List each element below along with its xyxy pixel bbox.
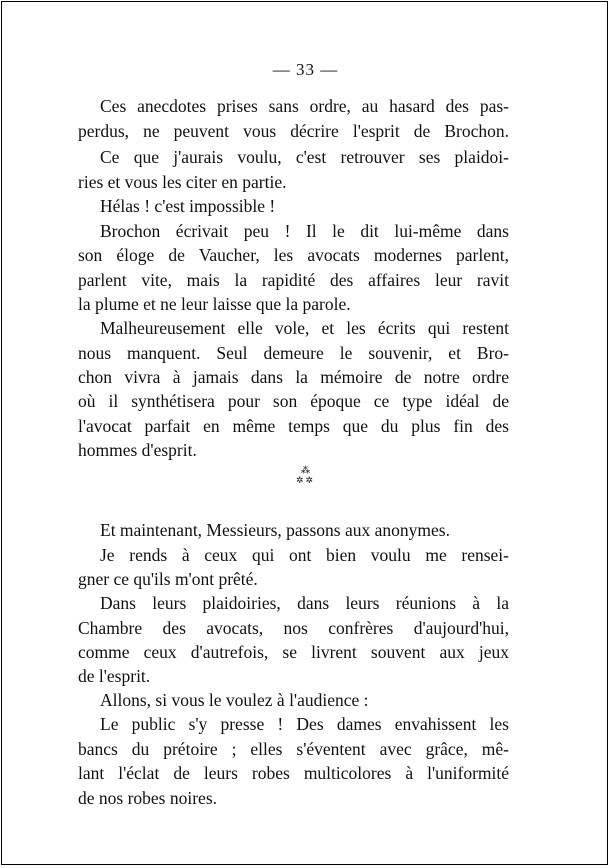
text-line: Ces anecdotes prises sans ordre, au hasard des pas- — [100, 96, 509, 116]
section-ornament — [0, 466, 611, 496]
text-line: de nos robes noires. — [78, 788, 218, 808]
text-line: gner ce qu'ils m'ont prêté. — [78, 569, 258, 589]
text-line: Allons, si vous le voulez à l'audience : — [100, 690, 369, 710]
text-line: Ce que j'aurais voulu, c'est retrouver ses plaidoi- — [100, 147, 509, 167]
text-line: Je rends à ceux qui ont bien voulu me rensei- — [100, 545, 509, 565]
text-line: hommes d'esprit. — [78, 440, 197, 460]
text-line: ries et vous les citer en partie. — [78, 172, 287, 192]
ornament-top: ⁂ — [301, 465, 310, 475]
text-line: Le public s'y presse ! Des dames envahissent les — [100, 714, 509, 734]
text-line: son éloge de Vaucher, les avocats modernes parlent, — [78, 245, 509, 265]
text-line: Chambre des avocats, nos confrères d'aujourd'hui, — [78, 618, 509, 638]
text-line: la plume et ne leur laisse que la parole. — [78, 294, 351, 314]
text-line: Et maintenant, Messieurs, passons aux anonymes. — [100, 520, 450, 540]
text-line: lant l'éclat de leurs robes multicolores à l'uniformité — [78, 763, 509, 783]
text-line: chon vivra à jamais dans la mémoire de notre ordre — [78, 367, 509, 387]
text-line: Dans leurs plaidoiries, dans leurs réunions à la — [100, 593, 509, 613]
text-line: où il synthétisera pour son époque ce type idéal de — [78, 391, 509, 411]
text-line: comme ceux d'autrefois, se livrent souvent aux jeux — [78, 642, 509, 662]
text-line: de l'esprit. — [78, 666, 151, 686]
text-line: l'avocat parfait en même temps que du plus fin des — [78, 416, 509, 436]
text-line: nous manquent. Seul demeure le souvenir, et Bro- — [78, 343, 509, 363]
text-line: bancs du prétoire ; elles s'éventent avec grâce, mê- — [78, 739, 509, 759]
text-line: parlent vite, mais la rapidité des affaires leur ravit — [78, 270, 509, 290]
ornament-bottom: ✲✲ — [295, 475, 316, 485]
text-line: Malheureusement elle vole, et les écrits qui restent — [100, 318, 509, 338]
text-line: Brochon écrivait peu ! Il le dit lui-même dans — [100, 221, 509, 241]
page-number: — 33 — — [272, 60, 339, 79]
text-line: Hélas ! c'est impossible ! — [100, 196, 276, 216]
text-line: perdus, ne peuvent vous décrire l'esprit de Brochon. — [78, 121, 509, 141]
